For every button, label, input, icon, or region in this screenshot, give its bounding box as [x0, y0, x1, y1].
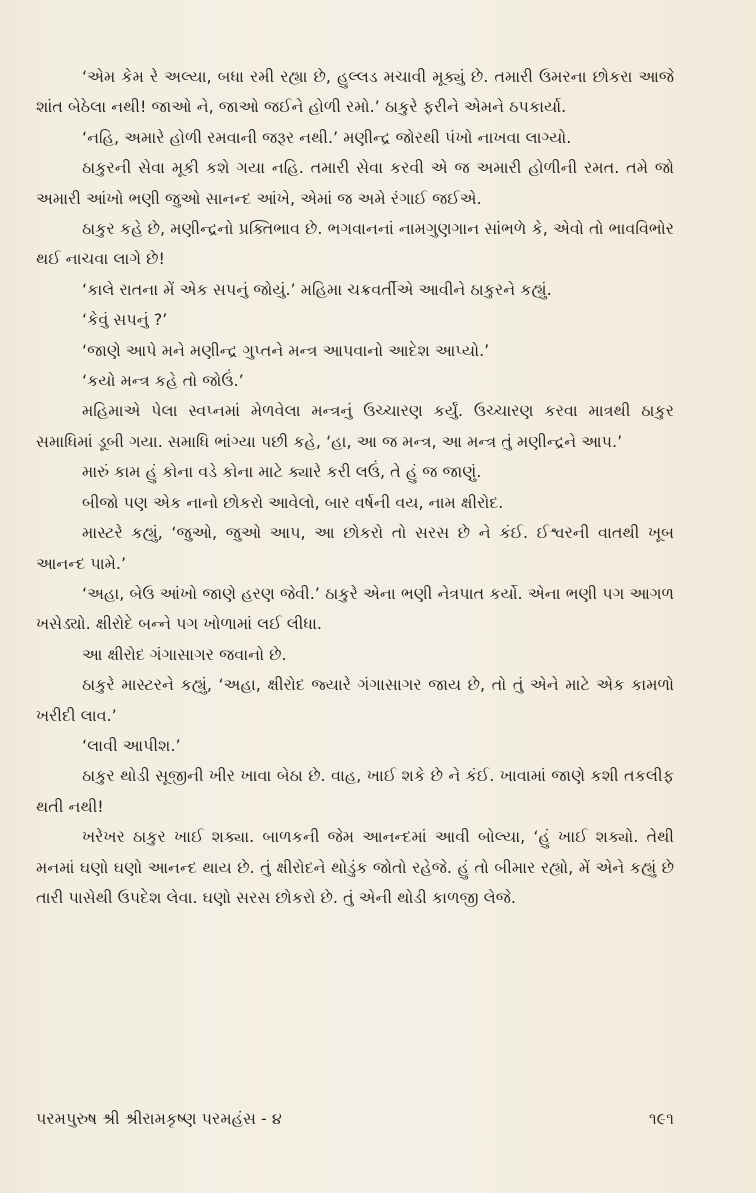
- paragraph: ખરેખર ઠાકુર ખાઈ શક્યા. બાળકની જેમ આનન્દમાં આવી બોલ્યા, ‘હું ખાઈ શક્યો. તેથી મનમાં ઘણો ઘણો આનન્દ થાય છે. તું ક્ષીરોદને થોડુંક જોતો રહેજે. હું તો બીમાર રહ્યો, મેં એને કહ્યું છે તારી પાસેથી ઉપદેશ લેવા. ઘણો સરસ છોકરો છે. તું એની થોડી કાળજી લેજે.: [36, 827, 674, 907]
- book-title-footer: પરમપુરુષ શ્રી શ્રીરામકૃષ્ણ પરમહંસ - ૪: [36, 1109, 282, 1128]
- paragraph: માસ્ટરે કહ્યું, ‘જુઓ, જુઓ આપ, આ છોકરો તો સરસ છે ને કંઈ. ઈશ્વરની વાતથી ખૂબ આનન્દ પામે.’: [36, 523, 674, 573]
- paragraph: ‘કેવું સપનું ?’: [82, 310, 168, 330]
- paragraph: ઠાકુરની સેવા મૂકી કશે ગયા નહિ. તમારી સેવા કરવી એ જ અમારી હોળીની રમત. તમે જો અમારી આંખો ભણી જુઓ સાનન્દ આંખે, એમાં જ અમે રંગાઈ જઈએ.: [36, 158, 674, 208]
- page-number: ૧૯૧: [648, 1109, 674, 1128]
- paragraph: ઠાકુરે માસ્ટરને કહ્યું, ‘અહા, ક્ષીરોદ જ્યારે ગંગાસાગર જાય છે, તો તું એને માટે એક કામળો ખરીદી લાવ.’: [36, 675, 674, 725]
- paragraph: ઠાકુર કહે છે, મણીન્દ્રનો પ્રક્તિભાવ છે. ભગવાનનાં નામગુણગાન સાંભળે કે, એવો તો ભાવવિભોર થઈ નાચવા લાગે છે!: [36, 219, 674, 269]
- paragraph: ‘એમ કેમ રે અલ્યા, બધા રમી રહ્યા છે, હુલ્લડ મચાવી મૂક્યું છે. તમારી ઉમરના છોકરા આજે શાંત બેઠેલા નથી! જાઓ ને, જાઓ જઈને હોળી રમો.’ ઠાકુરે ફરીને એમને ઠપકાર્યા.: [36, 67, 674, 117]
- paragraph: મારું કામ હું કોના વડે કોના માટે ક્યારે કરી લઉં, તે હું જ જાણું.: [82, 462, 482, 482]
- paragraph: ‘કાલે રાતના મેં એક સપનું જોયું.’ મહિમા ચક્રવર્તીએ આવીને ઠાકુરને કહ્યું.: [82, 279, 552, 299]
- page-body-text: [36, 62, 674, 913]
- paragraph: ‘જાણે આપે મને મણીન્દ્ર ગુપ્તને મન્ત્ર આપવાનો આદેશ આપ્યો.’: [82, 340, 490, 360]
- paragraph: બીજો પણ એક નાનો છોકરો આવેલો, બાર વર્ષની વય, નામ ક્ષીરોદ.: [82, 492, 504, 512]
- paragraph: ‘લાવી આપીશ.’: [82, 735, 181, 755]
- paragraph: ‘કયો મન્ત્ર કહે તો જોઉં.’: [82, 371, 244, 391]
- paragraph: આ ક્ષીરોદ ગંગાસાગર જવાનો છે.: [82, 644, 287, 664]
- paragraph: ‘અહા, બેઉ આંખો જાણે હરણ જેવી.’ ઠાકુરે એના ભણી નેત્રપાત કર્યો. એના ભણી પગ આગળ ખસેડ્યો. ક્ષીરોદે બન્ને પગ ખોળામાં લઈ લીધા.: [36, 583, 674, 634]
- paragraph: ઠાકુર થોડી સૂજીની ખીર ખાવા બેઠા છે. વાહ, ખાઈ શકે છે ને કંઈ. ખાવામાં જાણે કશી તકલીફ થતી નથી!: [36, 766, 674, 816]
- paragraph: ‘નહિ, અમારે હોળી રમવાની જરૂર નથી.’ મણીન્દ્ર જોરથી પંખો નાખવા લાગ્યો.: [82, 127, 572, 147]
- paragraph: મહિમાએ પેલા સ્વપ્નમાં મેળવેલા મન્ત્રનું ઉચ્ચારણ કર્યું. ઉચ્ચારણ કરવા માત્રથી ઠાકુર સમાધિમાં ડૂબી ગયા. સમાધિ ભાંગ્યા પછી કહે, ‘હા, આ જ મન્ત્ર, આ મન્ત્ર તું મણીન્દ્રને આપ.’: [36, 401, 674, 451]
